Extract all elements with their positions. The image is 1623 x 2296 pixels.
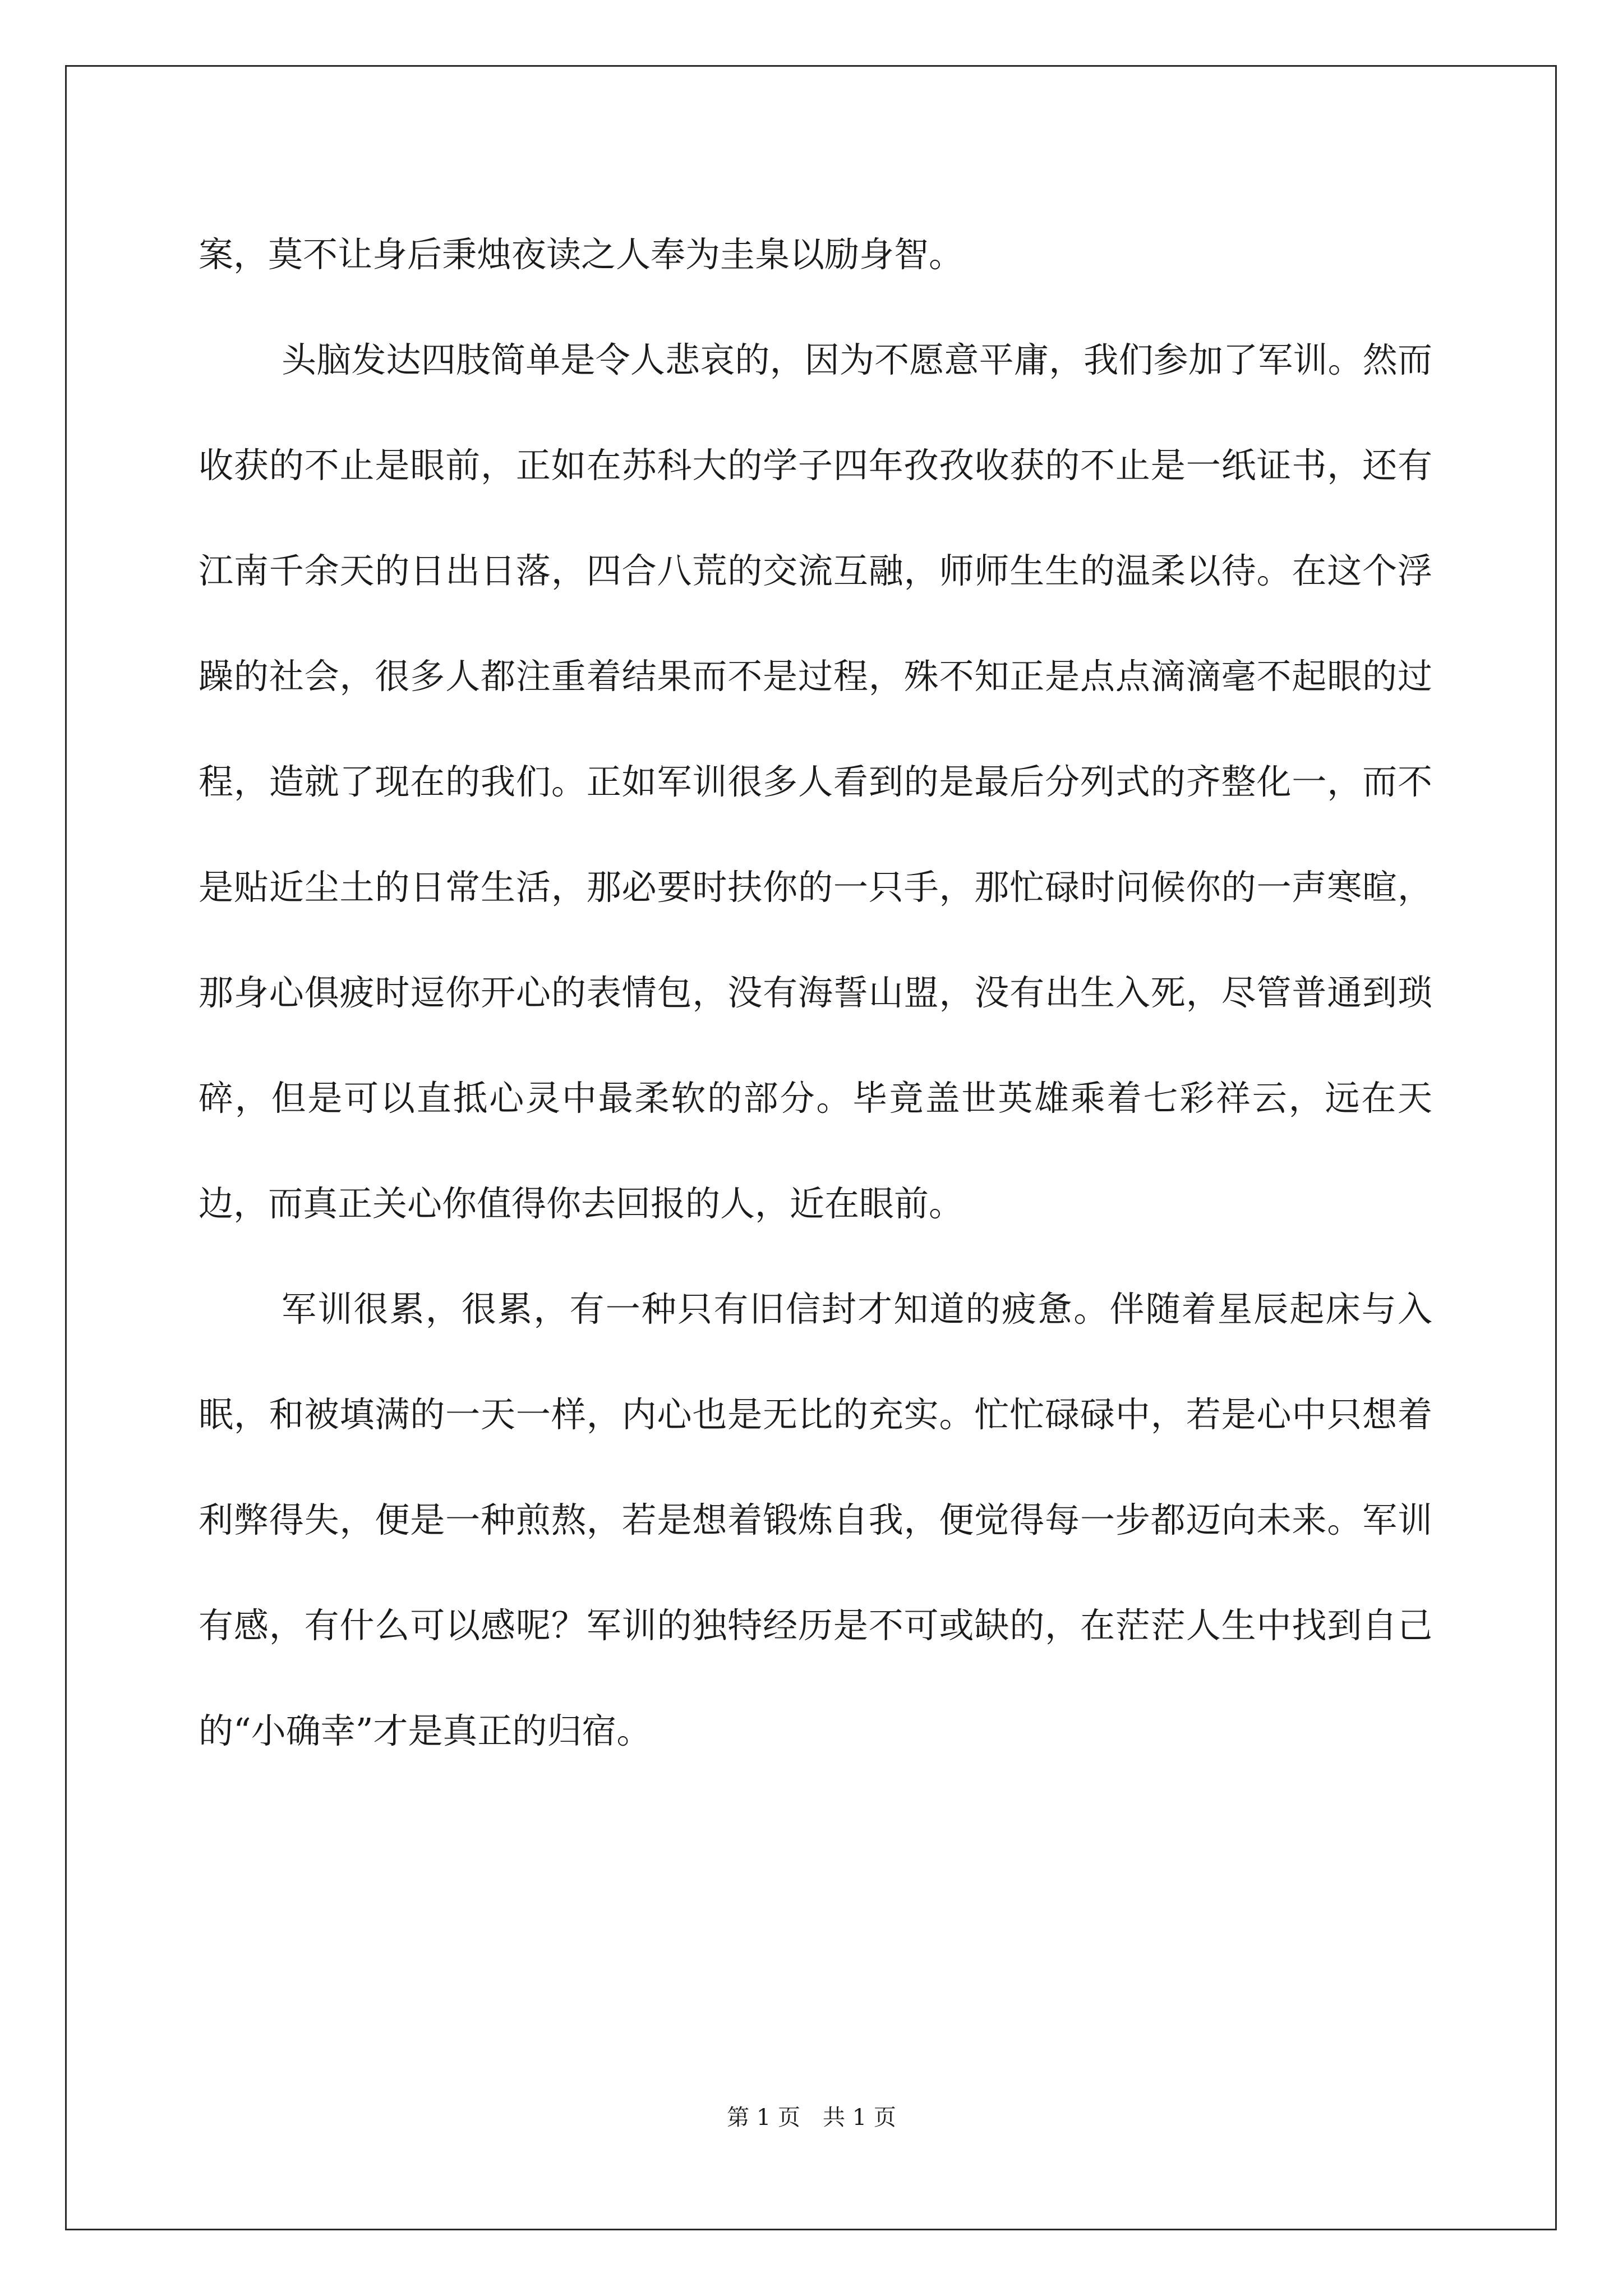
paragraph-1: 案，莫不让身后秉烛夜读之人奉为圭臬以励身智。 [199, 234, 964, 275]
page-footer: 第 1 页 共 1 页 [727, 2105, 896, 2131]
paragraph-3: 军训很累，很累，有一种只有旧信封才知道的疲惫。伴随着星辰起床与入眠，和被填满的一天一样，内心也是无比的充实。忙忙碌碌中，若是心中只想着利弊得失，便是一种煎熬，若是想着锻炼自我，便觉得每一步都迈向未来。军训有感，有什么可以感呢？军训的独特经历是不可或缺的，在茫茫人生中找到自己的“小确幸”才是真正的归宿。 [199, 1289, 1432, 1751]
paragraph-2: 头脑发达四肢简单是令人悲哀的，因为不愿意平庸，我们参加了军训。然而收获的不止是眼前，正如在苏科大的学子四年孜孜收获的不止是一纸证书，还有江南千余天的日出日落，四合八荒的交流互融，师师生生的温柔以待。在这个浮躁的社会，很多人都注重着结果而不是过程，殊不知正是点点滴滴毫不起眼的过程，造就了现在的我们。正如军训很多人看到的是最后分列式的齐整化一，而不是贴近尘土的日常生活，那必要时扶你的一只手，那忙碌时问候你的一声寒暄，那身心俱疲时逗你开心的表情包，没有海誓山盟，没有出生入死，尽管普通到琐碎，但是可以直抵心灵中最柔软的部分。毕竟盖世英雄乘着七彩祥云，远在天边，而真正关心你值得你去回报的人，近在眼前。 [199, 339, 1432, 1224]
document-body [199, 202, 1432, 1784]
